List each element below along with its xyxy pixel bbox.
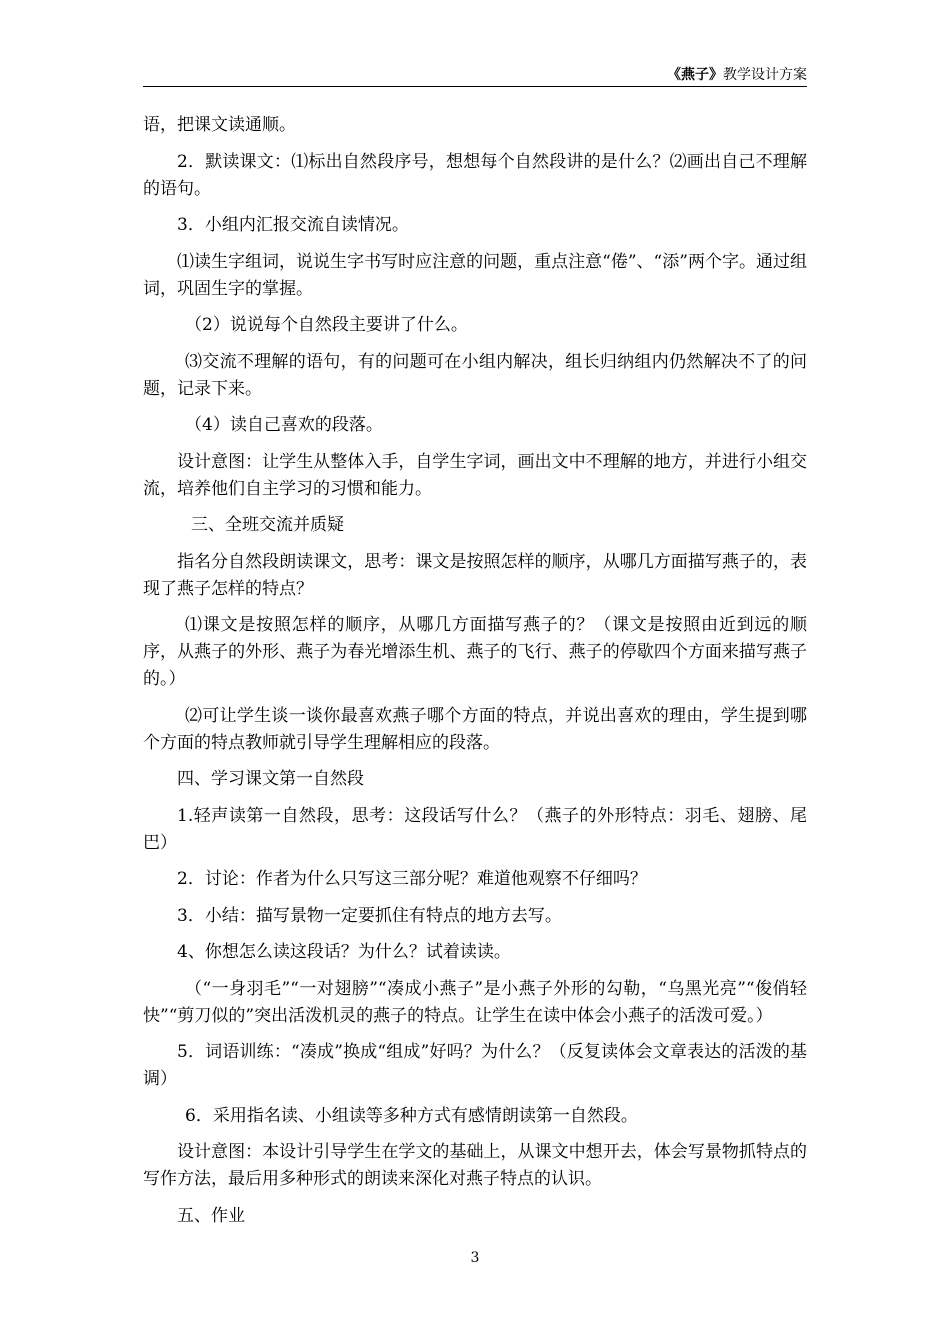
paragraph-step-6: 6．采用指名读、小组读等多种方式有感情朗读第一自然段。 (185, 1105, 638, 1126)
paragraph-order: ⑴课文是按照怎样的顺序，从哪几方面描写燕子的？（课文是按照由近到远的顺序，从燕子的外形、燕子为春光增添生机、燕子的飞行、燕子的停歇四个方面来描写燕子的。） (143, 615, 807, 689)
paragraph-continuation: 语，把课文读通顺。 (143, 115, 296, 135)
paragraph-read-aloud: 指名分自然段朗读课文，思考：课文是按照怎样的顺序，从哪几方面描写燕子的，表现了燕子怎样的特点？ (143, 551, 807, 599)
section-heading-3: 三、全班交流并质疑 (191, 515, 344, 535)
page-number: 3 (470, 1250, 480, 1266)
paragraph-step-1: 1.轻声读第一自然段，思考：这段话写什么？（燕子的外形特点：羽毛、翅膀、尾巴） (143, 805, 807, 853)
paragraph-design-intent-2: 设计意图：本设计引导学生在学文的基础上，从课文中想开去，体会写景物抓特点的写作方法，最后用多种形式的朗读来深化对燕子特点的认识。 (143, 1142, 807, 1189)
paragraph-favorite: （4）读自己喜欢的段落。 (185, 415, 383, 435)
paragraph-step-5: 5．词语训练：“凑成”换成“组成”好吗？为什么？（反复读体会文章表达的活泼的基调） (143, 1042, 807, 1089)
paragraph-new-words: ⑴读生字组词，说说生字书写时应注意的问题，重点注意“倦”、“添”两个字。通过组词，巩固生字的掌握。 (143, 251, 807, 299)
paragraph-group-report: 3．小组内汇报交流自读情况。 (177, 215, 409, 235)
header-title-bold: 《燕子》 (667, 67, 723, 83)
document-body (143, 112, 807, 1239)
paragraph-summaries: （2）说说每个自然段主要讲了什么。 (185, 315, 468, 335)
paragraph-outline: （“一身羽毛”“一对翅膀”“凑成小燕子”是小燕子外形的勾勒，“乌黑光亮”“俊俏轻快”“剪刀似的”突出活泼机灵的燕子的特点。让学生在读中体会小燕子的活泼可爱。） (143, 978, 807, 1026)
paragraph-silent-reading: 2．默读课文：⑴标出自然段序号，想想每个自然段讲的是什么？⑵画出自己不理解的语句。 (143, 151, 807, 199)
paragraph-questions: ⑶交流不理解的语句，有的问题可在小组内解决，组长归纳组内仍然解决不了的问题，记录下来。 (143, 351, 807, 399)
section-heading-4: 四、学习课文第一自然段 (177, 769, 364, 789)
paragraph-step-2: 2．讨论：作者为什么只写这三部分呢？难道他观察不仔细吗？ (177, 869, 647, 889)
section-heading-5: 五、作业 (177, 1205, 245, 1226)
paragraph-step-3: 3．小结：描写景物一定要抓住有特点的地方去写。 (177, 905, 562, 926)
paragraph-design-intent-1: 设计意图：让学生从整体入手，自学生字词，画出文中不理解的地方，并进行小组交流，培养他们自主学习的习惯和能力。 (143, 451, 807, 499)
paragraph-favorite-aspect: ⑵可让学生谈一谈你最喜欢燕子哪个方面的特点，并说出喜欢的理由，学生提到哪个方面的特点教师就引导学生理解相应的段落。 (143, 705, 807, 753)
header-title-rest: 教学设计方案 (723, 67, 807, 83)
page-header (143, 64, 807, 87)
paragraph-step-4: 4、你想怎么读这段话？为什么？试着读读。 (177, 942, 511, 962)
